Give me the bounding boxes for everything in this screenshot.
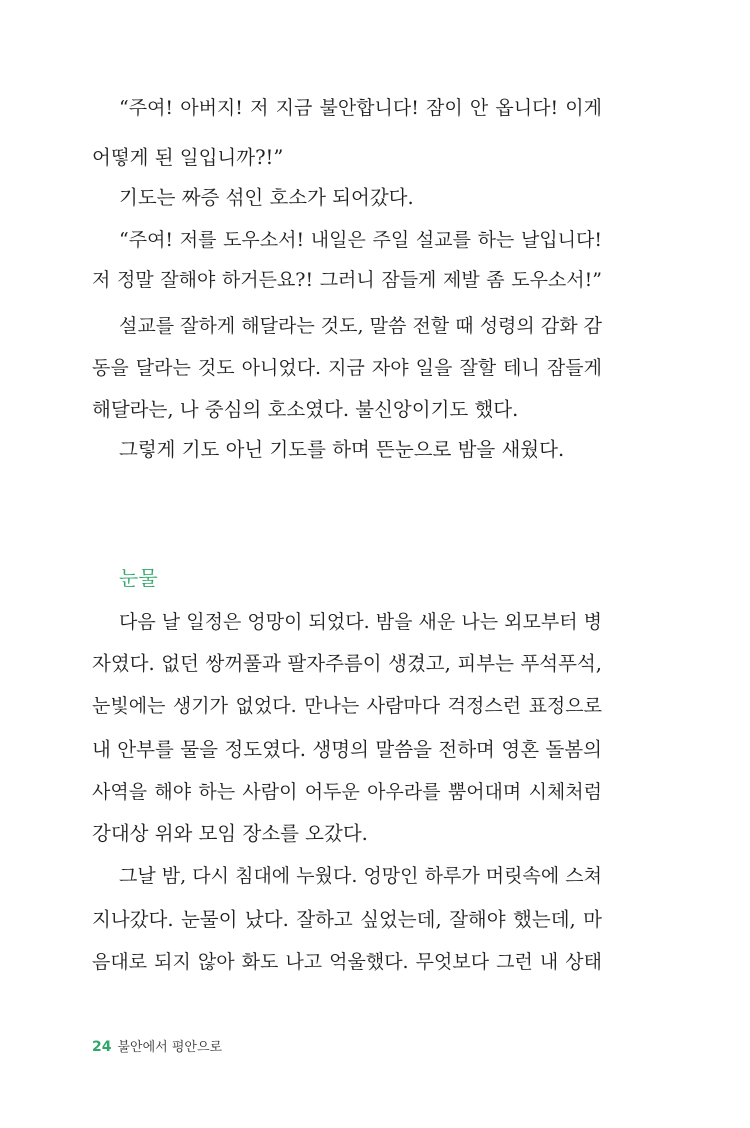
body-text-line: 그날 밤, 다시 침대에 누웠다. 엉망인 하루가 머릿속에 스쳐 (119, 865, 602, 887)
body-text-line: 자였다. 없던 쌍꺼풀과 팔자주름이 생겼고, 피부는 푸석푸석, (92, 652, 602, 675)
body-text-line: 동을 달라는 것도 아니었다. 지금 자야 일을 잘할 테니 잠들게 (92, 357, 602, 379)
body-text-line: “주여! 저를 도우소서! 내일은 주일 설교를 하는 날입니다! (119, 229, 602, 251)
section-heading: 눈물 (119, 566, 158, 590)
body-text-line: 그렇게 기도 아닌 기도를 하며 뜬눈으로 밤을 새웠다. (119, 438, 565, 461)
body-text-line: 다음 날 일정은 엉망이 되었다. 밤을 새운 나는 외모부터 병 (119, 611, 602, 633)
body-text-line: “주여! 아버지! 저 지금 불안합니다! 잠이 안 옵니다! 이게 (119, 97, 602, 119)
body-text-line: 눈빛에는 생기가 없었다. 만나는 사람마다 걱정스런 표정으로 (92, 695, 602, 717)
page-number: 24 (92, 1039, 112, 1055)
body-text-line: 설교를 잘하게 해달라는 것도, 말씀 전할 때 성령의 감화 감 (119, 315, 602, 337)
body-text-line: 내 안부를 물을 정도였다. 생명의 말씀을 전하며 영혼 돌봄의 (92, 738, 602, 761)
body-text-line: 사역을 해야 하는 사람이 어두운 아우라를 뿜어대며 시체처럼 (92, 781, 602, 803)
body-text-line: 음대로 되지 않아 화도 나고 억울했다. 무엇보다 그런 내 상태 (92, 951, 602, 973)
body-text-line: 기도는 짜증 섞인 호소가 되어갔다. (119, 186, 414, 209)
body-text-line: 강대상 위와 모임 장소를 오갔다. (92, 822, 368, 845)
body-text-line: 어떻게 된 일입니까?!” (92, 146, 284, 169)
body-text-line: 지나갔다. 눈물이 났다. 잘하고 싶었는데, 잘해야 했는데, 마 (92, 908, 602, 931)
running-title: 불안에서 평안으로 (117, 1040, 223, 1055)
body-text-line: 저 정말 잘해야 하거든요?! 그러니 잠들게 제발 좀 도우소서!” (92, 269, 602, 291)
page-footer (92, 1037, 222, 1058)
body-text-line: 해달라는, 나 중심의 호소였다. 불신앙이기도 했다. (92, 398, 519, 421)
